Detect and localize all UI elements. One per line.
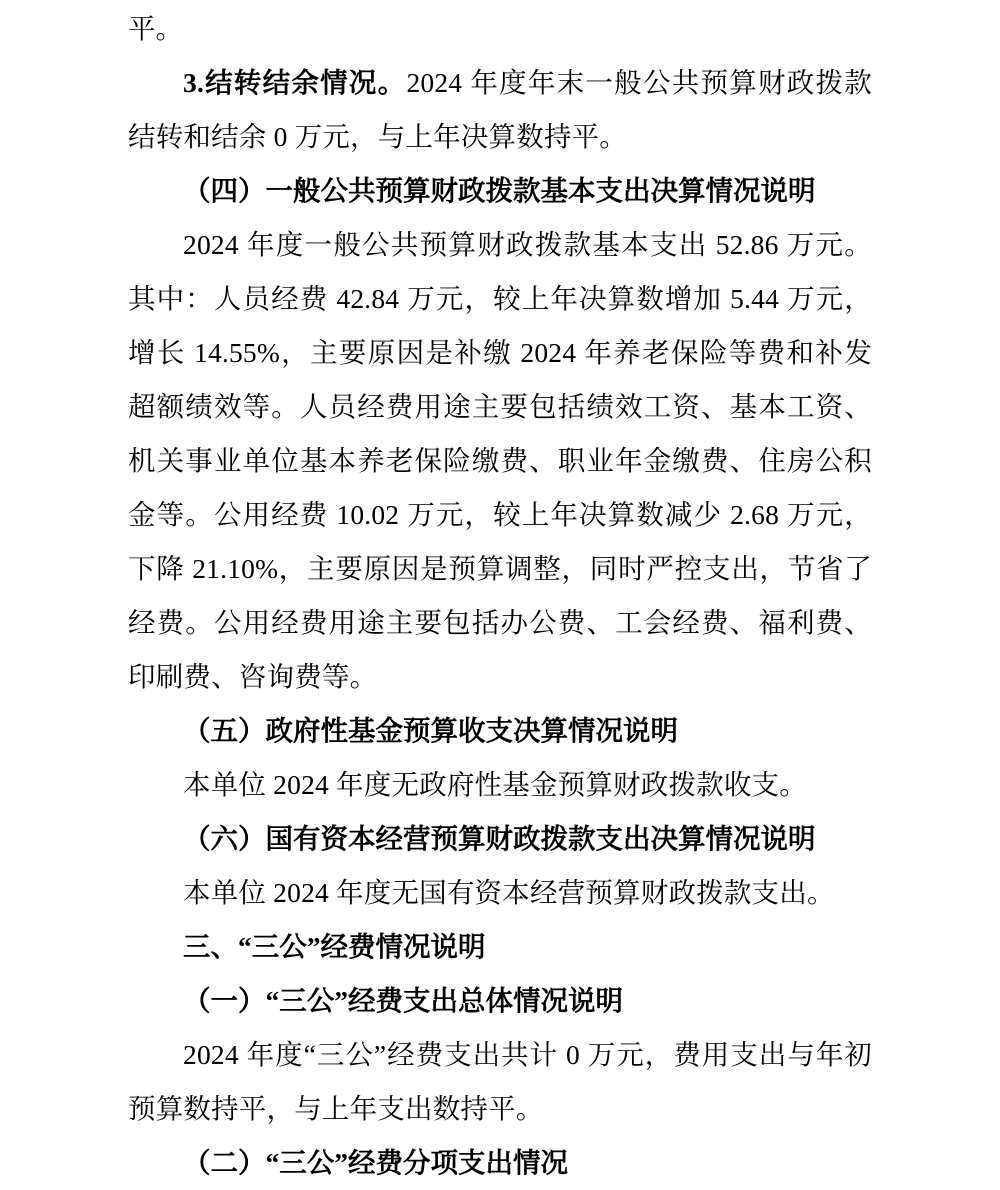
paragraph-basic-expenditure: 2024 年度一般公共预算财政拨款基本支出 52.86 万元。其中：人员经费 42.84 万元，较上年决算数增加 5.44 万元，增长 14.55%，主要原因是补缴 2024 年养老保险等费和补发超额绩效等。人员经费用途主要包括绩效工资、基本工资、机关事业单位基本养老保险缴费、职业年金缴费、住房公积金等。公用经费 10.02 万元，较上年决算数减少 2.68 万元，下降 21.10%，主要原因是预算调整，同时严控支出，节省了经费。公用经费用途主要包括办公费、工会经费、福利费、印刷费、咨询费等。	[128, 229, 872, 692]
paragraph-carryover-tail: 平。	[128, 13, 183, 44]
heading-section-five: （五）政府性基金预算收支决算情况说明	[183, 715, 678, 746]
heading-chapter-three-two: （二）“三公”经费分项支出情况	[183, 1147, 568, 1178]
heading-chapter-three: 三、“三公”经费情况说明	[183, 931, 486, 962]
paragraph-section-six-body: 本单位 2024 年度无国有资本经营预算财政拨款支出。	[183, 877, 835, 908]
paragraph-section-five-body: 本单位 2024 年度无政府性基金预算财政拨款收支。	[183, 769, 807, 800]
item-3-text: 2024 年度年末一般公共预算财政拨款结转和结余 0 万元，与上年决算数持平。	[128, 67, 872, 152]
paragraph-chapter-three-one-body: 2024 年度“三公”经费支出共计 0 万元，费用支出与年初预算数持平，与上年支出数持平。	[128, 1039, 872, 1124]
heading-chapter-three-one: （一）“三公”经费支出总体情况说明	[183, 985, 623, 1016]
item-3-label: 3.结转结余情况。	[183, 67, 407, 98]
paragraph-item-3	[128, 56, 872, 164]
heading-section-six: （六）国有资本经营预算财政拨款支出决算情况说明	[183, 823, 816, 854]
heading-section-four: （四）一般公共预算财政拨款基本支出决算情况说明	[183, 175, 816, 206]
